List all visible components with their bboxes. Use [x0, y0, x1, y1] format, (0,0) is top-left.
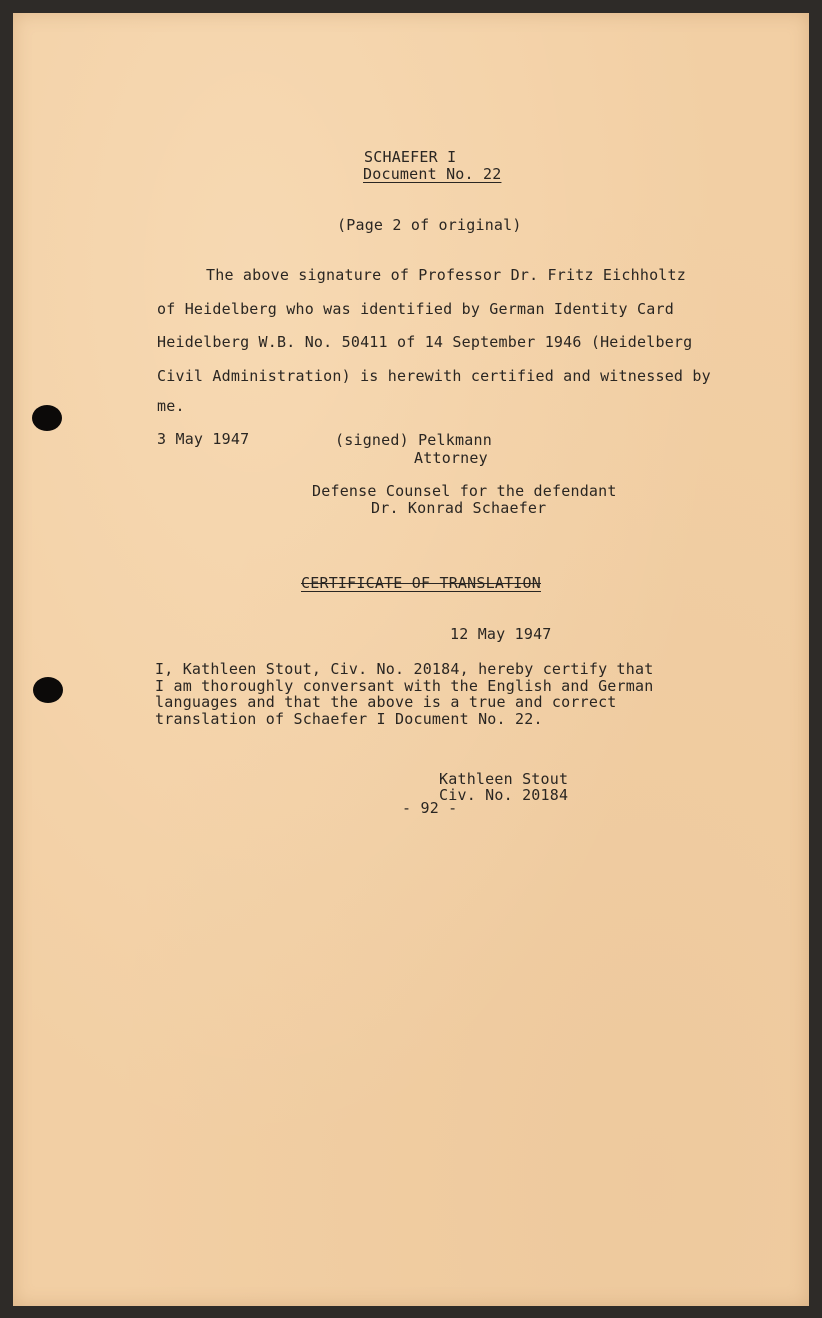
paragraph-line: me.	[157, 397, 185, 415]
header-document-number: Document No. 22	[363, 165, 502, 183]
certificate-title: CERTIFICATE OF TRANSLATION	[301, 574, 541, 592]
punch-hole-upper	[32, 405, 62, 431]
certificate-line: languages and that the above is a true and correct	[155, 693, 617, 711]
page-number: - 92 -	[402, 799, 458, 817]
certificate-line: translation of Schaefer I Document No. 22.	[155, 710, 543, 728]
paragraph-line: of Heidelberg who was identified by German Identity Card	[157, 300, 674, 318]
paragraph-line: Civil Administration) is herewith certified and witnessed by	[157, 367, 711, 385]
signature-date: 3 May 1947	[157, 430, 250, 448]
certificate-line: I am thoroughly conversant with the English and German	[155, 677, 654, 695]
paragraph-line: The above signature of Professor Dr. Fritz Eichholtz	[206, 266, 686, 284]
translator-name: Kathleen Stout	[439, 770, 569, 788]
paragraph-line: Heidelberg W.B. No. 50411 of 14 September 1946 (Heidelberg	[157, 333, 693, 351]
signed-by: (signed) Pelkmann	[335, 431, 492, 449]
signer-role: Attorney	[414, 449, 488, 467]
defense-counsel-line: Defense Counsel for the defendant	[312, 482, 617, 500]
page-note: (Page 2 of original)	[337, 216, 522, 234]
certificate-line: I, Kathleen Stout, Civ. No. 20184, hereby certify that	[155, 660, 654, 678]
certificate-date: 12 May 1947	[450, 625, 552, 643]
punch-hole-lower	[33, 677, 63, 703]
translator-civ-number: Civ. No. 20184	[439, 786, 569, 804]
defendant-name: Dr. Konrad Schaefer	[371, 499, 547, 517]
header-title: SCHAEFER I	[364, 148, 457, 166]
